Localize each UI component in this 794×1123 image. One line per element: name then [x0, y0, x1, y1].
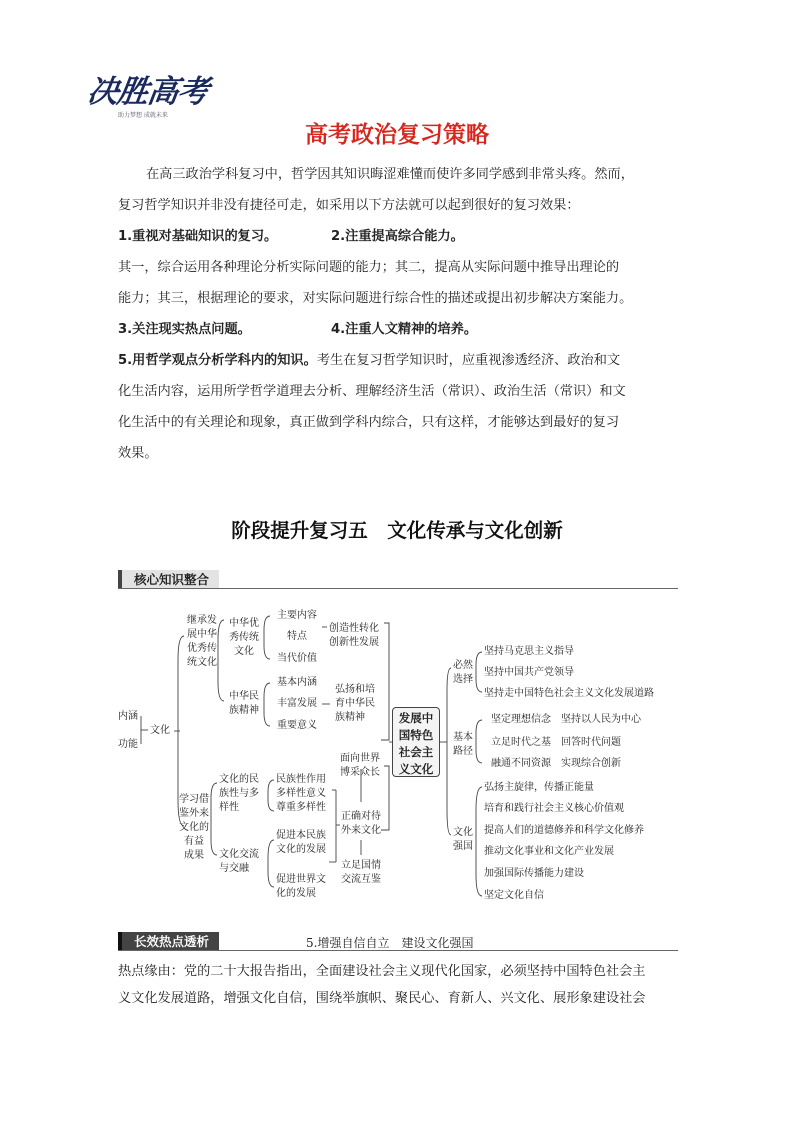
- node-line: 基本: [453, 732, 473, 743]
- node-line: 中华民: [229, 691, 259, 702]
- method-2-detail: 能力；其三，根据理论的要求，对实际问题进行综合性的描述或提出初步解决方案能力。: [118, 291, 633, 306]
- node-line: 博采众长: [340, 767, 380, 778]
- section-bar-hot: [118, 932, 678, 951]
- hot-line: 义文化发展道路，增强文化自信，围绕举旗帜、聚民心、育新人、兴文化、展形象建设社会: [118, 991, 646, 1006]
- node-inherit-line: 继承发: [187, 615, 217, 626]
- section-bar-label: 长效热点透析: [118, 932, 219, 951]
- node-ex-national: [276, 829, 326, 857]
- node-zh-feature: 特点: [287, 631, 307, 642]
- section-bar-subtitle: 5.增强自信自立 建设文化强国: [306, 936, 474, 950]
- hot-topic-text: [118, 958, 680, 1012]
- node-power-item: 提高人们的道德修养和科学文化修养: [484, 825, 644, 836]
- node-path-item: 立足时代之基 回答时代问题: [491, 737, 621, 748]
- node-inherit-line: 统文化: [187, 657, 217, 668]
- method-5-text: 化生活中的有关理论和现象，真正做到学科内综合，只有这样，才能够达到最好的复习: [118, 415, 620, 430]
- node-root-connotation: 内涵: [118, 711, 138, 722]
- node-line: 文化的发展: [276, 844, 326, 855]
- node-line: 族精神: [229, 705, 259, 716]
- node-line: 弘扬和培: [335, 684, 375, 695]
- node-national-spirit: [226, 690, 262, 718]
- logo-slogan: 助力梦想 成就未来: [118, 112, 168, 119]
- node-basic-path: [453, 731, 473, 759]
- node-correct-attitude: [341, 810, 381, 838]
- node-culture: 文化: [150, 725, 170, 736]
- node-line: 文化: [234, 646, 254, 657]
- section-bar-label: 核心知识整合: [118, 570, 219, 589]
- node-line: 族精神: [335, 712, 365, 723]
- section-title: 阶段提升复习五 文化传承与文化创新: [231, 519, 563, 542]
- node-line: 与交融: [219, 863, 249, 874]
- node-mz-develop: 丰富发展: [277, 698, 317, 709]
- page-title: 高考政治复习策略: [305, 122, 489, 148]
- node-inherit-line: 展中华: [187, 629, 217, 640]
- node-line: 立足国情: [341, 860, 381, 871]
- node-line: 尊重多样性: [276, 802, 326, 813]
- node-power-item: 弘扬主旋律，传播正能量: [484, 782, 594, 793]
- node-line: 鉴外来: [179, 808, 209, 819]
- node-line: 文化交流: [219, 849, 259, 860]
- node-line: 学习借: [179, 794, 209, 805]
- node-line: 强国: [453, 841, 473, 852]
- method-5-title: 5.用哲学观点分析学科内的知识。: [118, 353, 317, 368]
- node-line: 促进世界文: [276, 874, 326, 885]
- node-line: 多样性意义: [276, 788, 326, 799]
- node-learn-foreign: [176, 793, 212, 863]
- node-line: 有益: [184, 836, 204, 847]
- method-5-text: 化生活内容，运用所学哲学道理去分析、理解经济生活（常识）、政治生活（常识）和文: [118, 384, 626, 399]
- method-3: 3.关注现实热点问题。: [118, 322, 251, 337]
- node-power-item: 推动文化事业和文化产业发展: [484, 846, 614, 857]
- node-root-function: 功能: [118, 739, 138, 750]
- node-path-item: 融通不同资源 实现综合创新: [491, 758, 621, 769]
- node-line: 文化的民: [219, 774, 259, 785]
- node-zh-result: [329, 622, 379, 650]
- node-exchange: [219, 848, 259, 876]
- node-line: 交流互鉴: [341, 874, 381, 885]
- node-line: 面向世界: [340, 753, 380, 764]
- node-inherit: [184, 614, 220, 670]
- node-mz-significance: 重要意义: [277, 720, 317, 731]
- node-power-item: 培育和践行社会主义核心价值观: [484, 803, 624, 814]
- node-line: 化的发展: [276, 888, 316, 899]
- node-mz-result: [335, 683, 375, 725]
- logo-text: 决胜高考: [84, 74, 211, 110]
- method-2-detail: 其一，综合运用各种理论分析实际问题的能力；其二，提高从实际问题中推导出理论的: [118, 260, 620, 275]
- node-div-items: [276, 773, 326, 815]
- node-line: 选择: [453, 674, 473, 685]
- node-line: 路径: [453, 746, 473, 757]
- hot-line: 热点缘由：党的二十大报告指出，全面建设社会主义现代化国家，必须坚持中国特色社会主: [118, 964, 646, 979]
- node-culture-power: [453, 826, 473, 854]
- node-line: 必然: [453, 660, 473, 671]
- node-line: 国特色: [398, 728, 434, 742]
- node-line: 族性与多: [219, 788, 259, 799]
- node-line: 发展中: [398, 711, 434, 725]
- node-must-choice: [453, 659, 473, 687]
- node-mz-meaning: 基本内涵: [277, 677, 317, 688]
- method-2: 2.注重提高综合能力。: [331, 229, 464, 244]
- node-path-item: 坚定理想信念 坚持以人民为中心: [491, 714, 641, 725]
- section-bar-line: [118, 950, 678, 951]
- method-1: 1.重视对基础知识的复习。: [118, 229, 278, 244]
- node-must-item: 坚持走中国特色社会主义文化发展道路: [484, 688, 654, 699]
- node-zh-content: 主要内容: [277, 610, 317, 621]
- core-node-socialist-culture: [392, 707, 440, 777]
- node-line: 秀传统: [229, 632, 259, 643]
- node-must-item: 坚持马克思主义指导: [484, 646, 574, 657]
- node-diversity: [219, 773, 259, 815]
- node-line: 民族性作用: [276, 774, 326, 785]
- node-line: 样性: [219, 802, 239, 813]
- method-5-text: 效果。: [118, 446, 158, 461]
- node-ex-world: [276, 873, 326, 901]
- method-5-text: 考生在复习哲学知识时，应重视渗透经济、政治和文: [316, 353, 621, 368]
- node-line: 正确对待: [341, 811, 381, 822]
- node-line: 社会主: [398, 745, 434, 759]
- intro-line: 复习哲学知识并非没有捷径可走，如采用以下方法就可以起到很好的复习效果：: [118, 198, 580, 213]
- node-must-item: 坚持中国共产党领导: [484, 667, 574, 678]
- node-line: 中华优: [229, 618, 259, 629]
- node-line: 义文化: [398, 762, 434, 776]
- node-line: 促进本民族: [276, 830, 326, 841]
- node-line: 育中华民: [335, 698, 375, 709]
- node-power-item: 加强国际传播能力建设: [484, 868, 584, 879]
- node-line: 创新性发展: [329, 637, 379, 648]
- node-face-world: [340, 752, 380, 780]
- method-4: 4.注重人文精神的培养。: [331, 322, 478, 337]
- node-zh-value: 当代价值: [277, 653, 317, 664]
- intro-line: 在高三政治学科复习中，哲学因其知识晦涩难懂而使许多同学感到非常头疼。然而，: [146, 167, 634, 182]
- node-based-on-china: [341, 859, 381, 887]
- node-line: 成果: [184, 850, 204, 861]
- node-inherit-line: 优秀传: [187, 643, 217, 654]
- node-line: 创造性转化: [329, 623, 379, 634]
- node-line: 外来文化: [341, 825, 381, 836]
- node-line: 文化: [453, 827, 473, 838]
- node-line: 文化的: [179, 822, 209, 833]
- node-power-item: 坚定文化自信: [484, 890, 544, 901]
- node-zhonghua-culture: [226, 617, 262, 659]
